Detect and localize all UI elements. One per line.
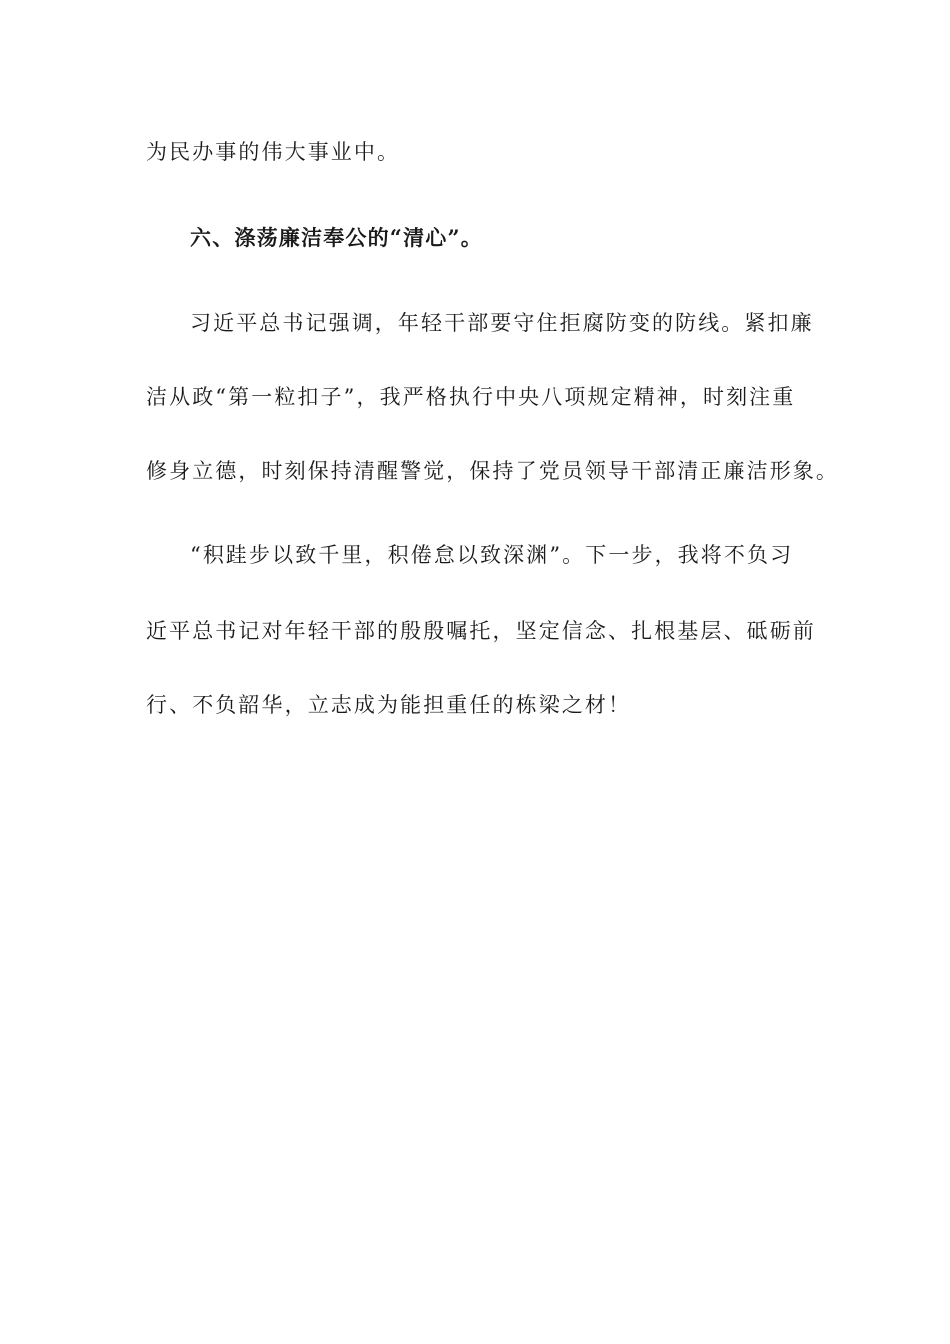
paragraph-line: 近平总书记对年轻干部的殷殷嘱托，坚定信念、扎根基层、砥砺前 <box>146 619 816 643</box>
paragraph-line: 修身立德，时刻保持清醒警觉，保持了党员领导干部清正廉洁形象。 <box>146 459 839 483</box>
paragraph-line: 为民办事的伟大事业中。 <box>146 140 401 164</box>
paragraph-line: “积跬步以致千里，积倦怠以致深渊”。下一步，我将不负习 <box>190 543 794 567</box>
paragraph-line: 行、不负韶华，立志成为能担重任的栋梁之材！ <box>146 693 632 717</box>
section-heading: 六、涤荡廉洁奉公的“清心”。 <box>190 225 483 250</box>
paragraph-line: 习近平总书记强调，年轻干部要守住拒腐防变的防线。紧扣廉 <box>190 311 814 335</box>
paragraph-line: 洁从政“第一粒扣子”，我严格执行中央八项规定精神，时刻注重 <box>146 385 796 409</box>
